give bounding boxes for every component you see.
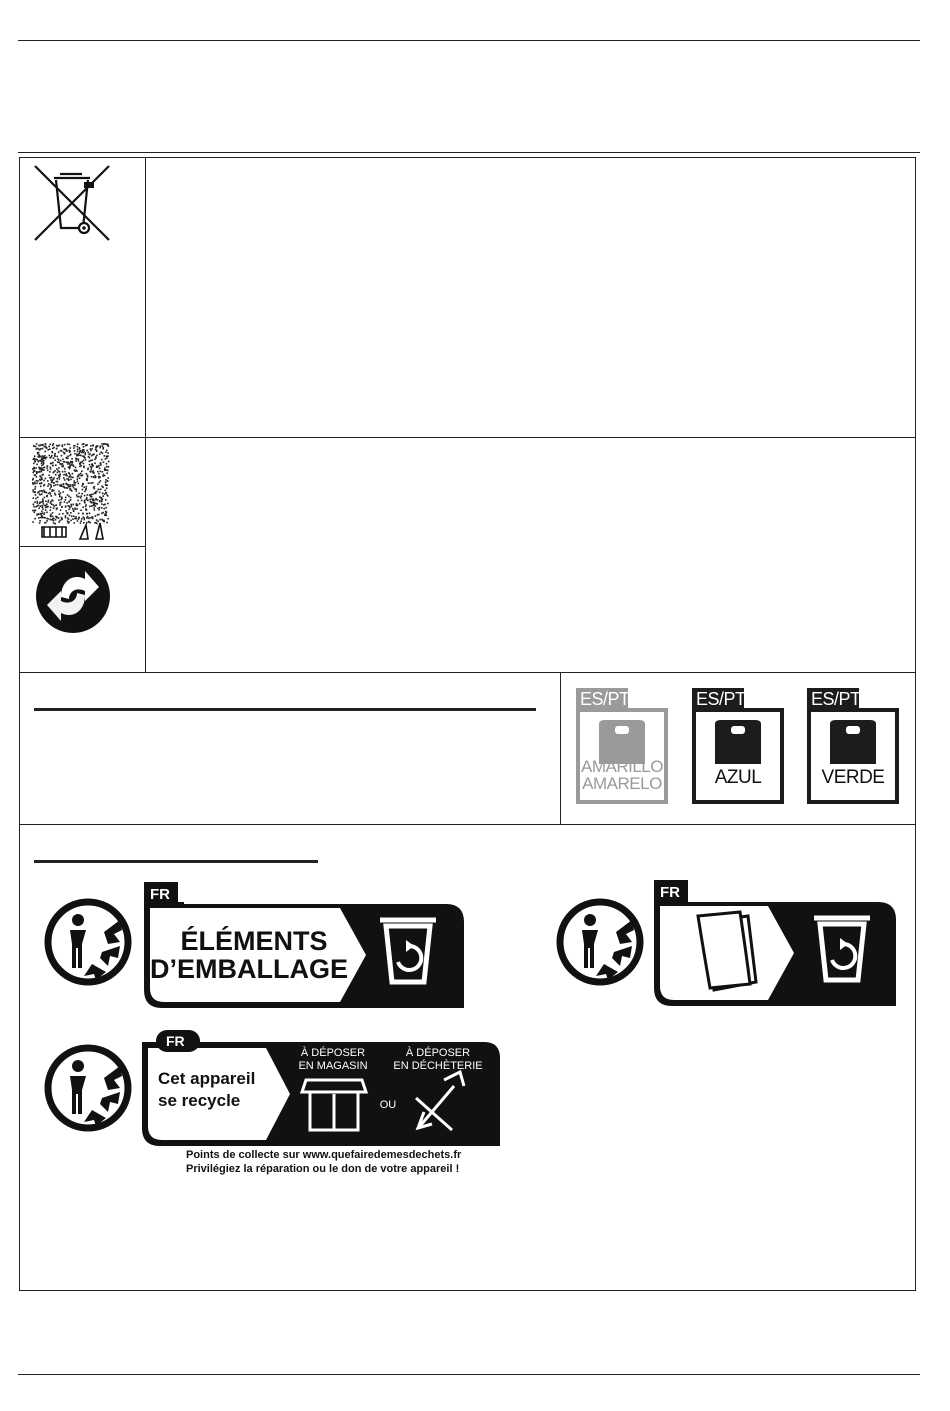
france-heading-underline <box>34 860 318 863</box>
page-bottom-rule <box>18 1374 920 1375</box>
fr-tab-label: FR <box>150 886 170 903</box>
bin-tab: ES/PT <box>576 688 628 710</box>
bin-label: AZUL <box>714 767 762 788</box>
green-dot-icon <box>33 557 113 635</box>
row-divider-1 <box>19 437 916 438</box>
row-divider-2 <box>19 672 916 673</box>
bin-yellow-icon <box>576 688 668 804</box>
fr-tab-label: FR <box>166 1033 185 1049</box>
fr-tab-label: FR <box>660 884 680 901</box>
header-rule <box>18 152 920 153</box>
bin-label <box>576 758 668 792</box>
emballage-line2: D’EMBALLAGE <box>150 954 348 984</box>
appareil-line2: se recycle <box>158 1091 241 1110</box>
triman-emballage-logo <box>44 882 468 1010</box>
icon-cell-divider <box>19 546 146 547</box>
bin-label-line: AMARILLO <box>581 757 663 776</box>
bin-green-icon <box>807 688 899 804</box>
appareil-line1: Cet appareil <box>158 1069 256 1088</box>
weee-crossed-bin-icon <box>32 162 112 244</box>
row-divider-3 <box>19 824 916 825</box>
decheterie-line1: À DÉPOSER <box>405 1047 471 1059</box>
collection-points-caption: Points de collecte sur www.quefairedemesdechets.fr <box>186 1149 462 1161</box>
bin-label-line: AMARELO <box>582 774 662 793</box>
bin-tab: ES/PT <box>692 688 744 710</box>
bins-heading-underline <box>34 708 536 711</box>
repair-advice-caption: Privilégiez la réparation ou le don de votre appareil ! <box>186 1163 460 1175</box>
bins-column-divider <box>560 672 561 824</box>
emballage-line1: ÉLÉMENTS <box>180 926 328 956</box>
bin-label: VERDE <box>821 767 885 788</box>
bin-blue-icon <box>692 688 784 804</box>
bin-tab: ES/PT <box>807 688 859 710</box>
triman-paper-logo <box>556 880 900 1008</box>
or-label: OU <box>379 1099 397 1111</box>
magasin-line2: EN MAGASIN <box>298 1060 368 1072</box>
triman-appliance-logo <box>44 1028 504 1150</box>
decheterie-line2: EN DÉCHÈTERIE <box>393 1060 483 1072</box>
page-top-rule <box>18 40 920 41</box>
icon-column-divider <box>145 157 146 672</box>
batteries-disposal-icon <box>32 443 112 541</box>
magasin-line1: À DÉPOSER <box>300 1047 366 1059</box>
